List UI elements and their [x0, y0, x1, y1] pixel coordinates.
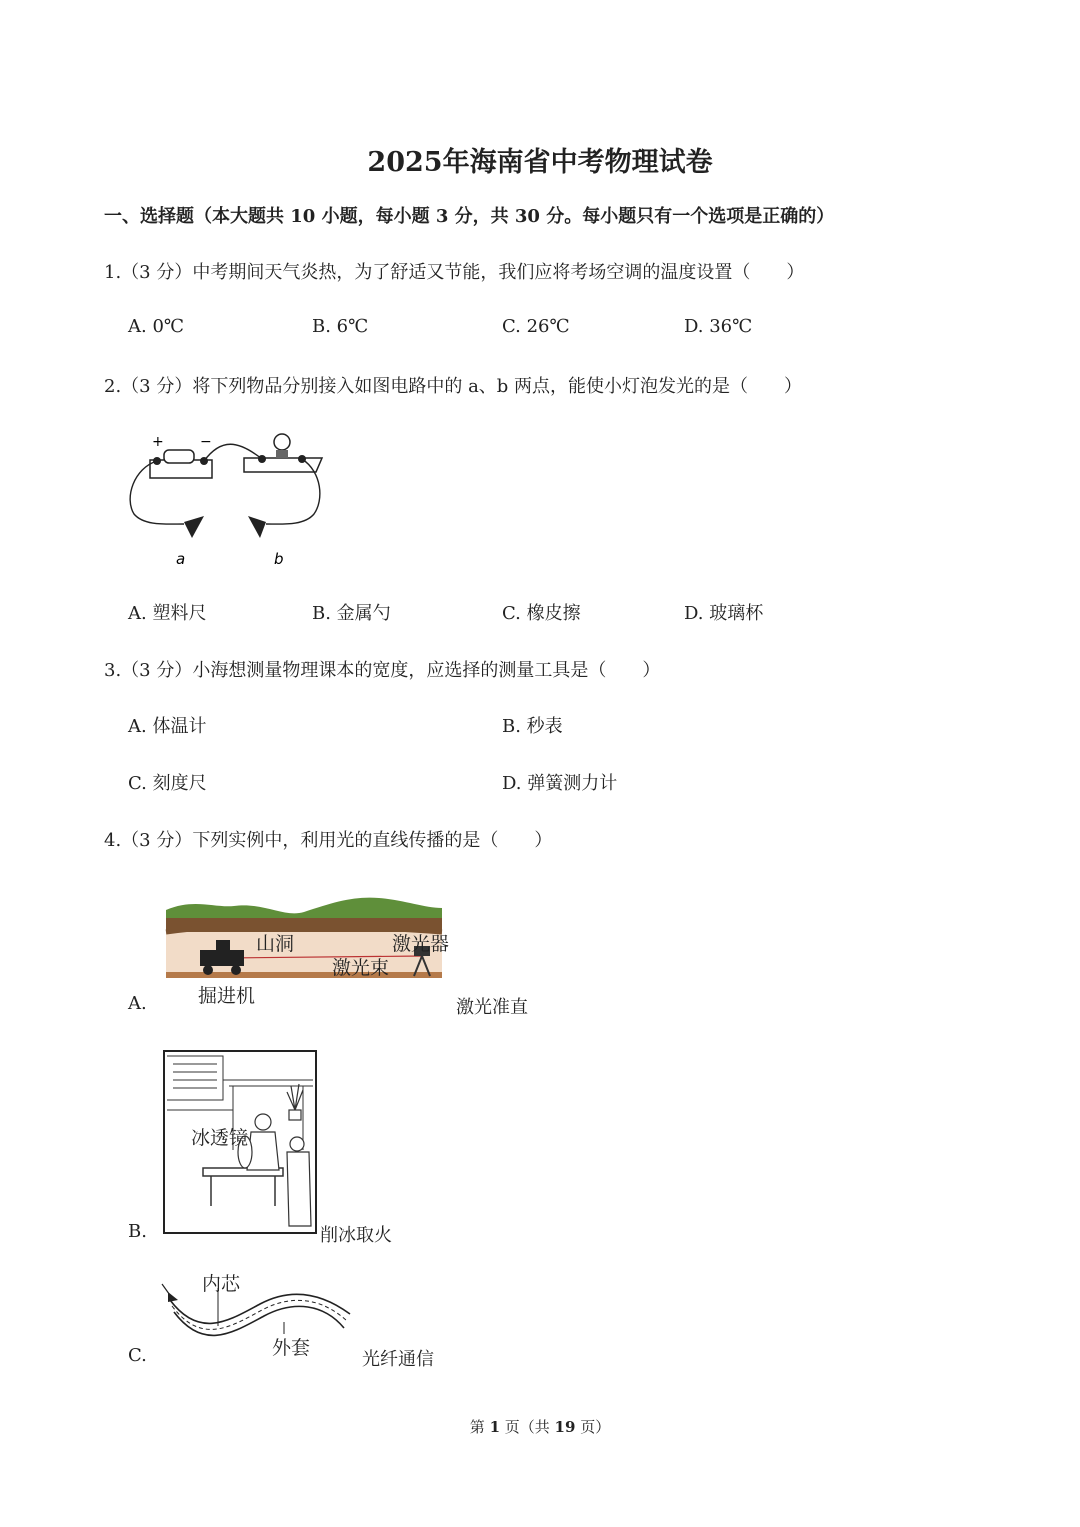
question-2-option-d: D. 玻璃杯	[684, 603, 764, 624]
question-1-option-c: C. 26℃	[502, 316, 570, 337]
question-4-option-c-caption: 光纤通信	[362, 1349, 434, 1370]
section-heading: 一、选择题（本大题共 10 小题，每小题 3 分，共 30 分。每小题只有一个选项是正确的）	[104, 206, 835, 227]
ice-lens-figure	[163, 1050, 317, 1234]
label-lens: 冰透镜	[191, 1127, 249, 1149]
clip-a-label: a	[176, 550, 186, 568]
footer-page-number: 1	[489, 1418, 500, 1436]
label-machine: 掘进机	[198, 985, 256, 1007]
footer-middle: 页（共	[500, 1418, 555, 1436]
optical-fiber-figure	[160, 1270, 360, 1360]
question-1-stem: 1.（3 分）中考期间天气炎热，为了舒适又节能，我们应将考场空调的温度设置（ ）	[104, 262, 805, 283]
question-3-stem: 3.（3 分）小海想测量物理课本的宽度，应选择的测量工具是（ ）	[104, 660, 661, 681]
question-4-stem: 4.（3 分）下列实例中，利用光的直线传播的是（ ）	[104, 830, 553, 851]
battery-cell	[164, 450, 194, 463]
label-cladding: 外套	[272, 1337, 311, 1359]
question-4-option-b-caption: 削冰取火	[320, 1225, 392, 1246]
question-2-stem: 2.（3 分）将下列物品分别接入如图电路中的 a、b 两点，能使小灯泡发光的是（ ）	[104, 376, 803, 397]
question-3-option-b: B. 秒表	[502, 716, 563, 737]
question-2-option-a: A. 塑料尺	[128, 603, 207, 624]
lamp-base	[244, 458, 322, 472]
question-3-option-d: D. 弹簧测力计	[502, 773, 618, 794]
lamp-bulb	[274, 434, 290, 450]
question-2-option-c: C. 橡皮擦	[502, 603, 581, 624]
battery-plus-sign: +	[152, 434, 164, 450]
fiber-outer-bottom	[174, 1306, 344, 1335]
footer-prefix: 第	[469, 1418, 490, 1436]
lamp-socket	[276, 450, 288, 458]
clip-b-label: b	[274, 550, 284, 568]
page-title: 2025年海南省中考物理试卷	[367, 147, 713, 178]
label-laser: 激光器	[392, 933, 450, 955]
label-core: 内芯	[202, 1273, 241, 1295]
label-beam: 激光束	[332, 957, 390, 979]
question-3-option-c: C. 刻度尺	[128, 773, 207, 794]
page-footer	[0, 1416, 1080, 1437]
footer-total-pages: 19	[554, 1418, 576, 1436]
question-4-option-b-letter: B.	[128, 1221, 147, 1242]
clip-b	[248, 516, 266, 538]
question-4-option-c-letter: C.	[128, 1345, 147, 1366]
circuit-figure	[126, 428, 326, 572]
question-1-option-d: D. 36℃	[684, 316, 753, 337]
question-1-option-b: B. 6℃	[312, 316, 369, 337]
clip-a	[184, 516, 204, 538]
footer-suffix: 页）	[575, 1418, 611, 1436]
battery-minus-sign: −	[200, 434, 212, 450]
laser-alignment-figure	[164, 888, 454, 1008]
question-1-option-a: A. 0℃	[128, 316, 185, 337]
question-3-option-a: A. 体温计	[128, 716, 207, 737]
label-cave: 山洞	[256, 933, 295, 955]
question-4-option-a-letter: A.	[128, 993, 147, 1014]
question-2-option-b: B. 金属勺	[312, 603, 391, 624]
question-4-option-a-caption: 激光准直	[456, 997, 528, 1018]
